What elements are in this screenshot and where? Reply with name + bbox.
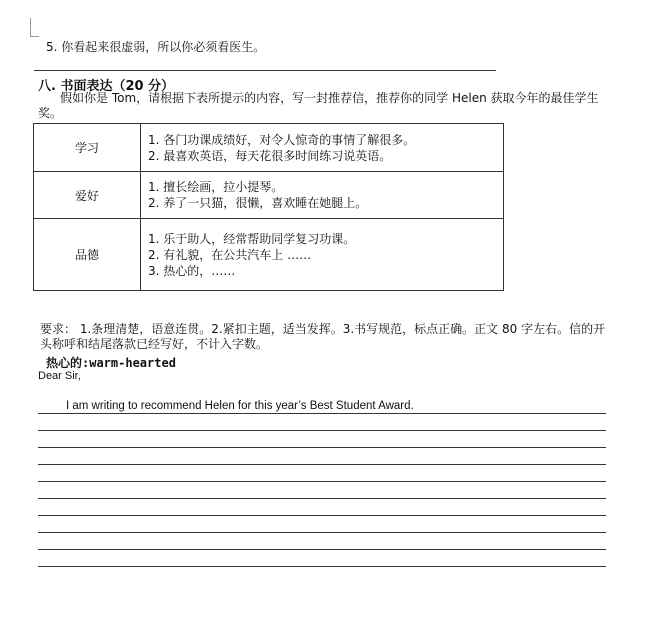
table-row [34,172,504,219]
writing-line [38,532,606,533]
list-item: 1. 擅长绘画，拉小提琴。 [148,180,284,194]
requirements: 要求： 1.条理清楚，语意连贯。2.紧扣主题，适当发挥。3.书写规范，标点正确。正文 80 字左右。信的开头称呼和结尾落款已经写好，不计入字数。 [40,322,606,351]
row-label-study: 学习 [34,124,141,172]
section-separator [34,70,496,71]
list-item: 2. 有礼貌，在公共汽车上 …… [148,247,312,262]
question-5: 5. 你看起来很虚弱，所以你必须看医生。 [46,40,266,54]
row-items [141,219,504,291]
prompt-table [33,123,504,291]
section-intro: 假如你是 Tom，请根据下表所提示的内容，写一封推荐信，推荐你的同学 Helen 获取今年的最佳学生奖。 [38,91,599,120]
row-label-hobby: 爱好 [34,172,141,219]
writing-line [38,498,606,499]
margin-corner-mark [30,18,39,37]
table-row [34,124,504,172]
writing-line [38,481,606,482]
writing-line [38,464,606,465]
list-item: 1. 各门功课成绩好，对令人惊奇的事情了解很多。 [148,132,416,147]
writing-line [38,549,606,550]
writing-line [38,515,606,516]
section-heading: 八. 书面表达（20 分） [38,79,175,94]
vocabulary-hint: 热心的:warm-hearted [46,356,176,370]
list-item: 1. 乐于助人，经常帮助同学复习功课。 [148,231,356,246]
list-item: 3. 热心的，…… [148,263,236,278]
row-label-character: 品德 [34,219,141,291]
letter-greeting: Dear Sir, [38,370,81,382]
writing-line [38,413,606,414]
row-items [141,124,504,172]
table-row [34,219,504,291]
list-item: 2. 养了一只猫，很懒，喜欢睡在她腿上。 [148,196,368,210]
letter-first-line: I am writing to recommend Helen for this year’s Best Student Award. [66,400,414,412]
writing-line [38,447,606,448]
writing-line [38,430,606,431]
writing-line [38,566,606,567]
list-item: 2. 最喜欢英语，每天花很多时间练习说英语。 [148,148,392,163]
row-items [141,172,504,219]
